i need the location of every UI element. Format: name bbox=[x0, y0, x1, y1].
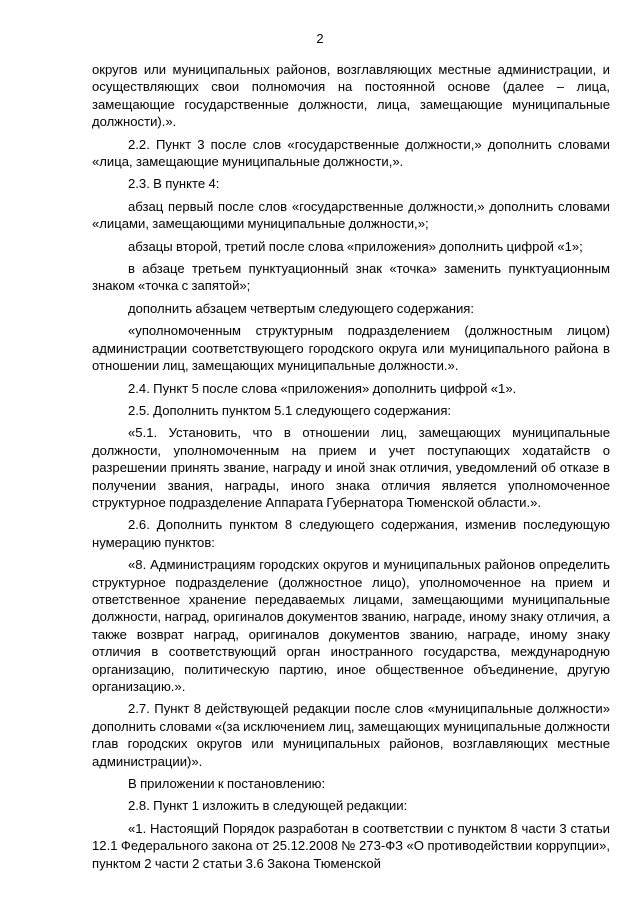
paragraph: 2.8. Пункт 1 изложить в следующей редакции: bbox=[128, 798, 408, 814]
paragraph: «8. Администрациям городских округов и муниципальных районов определить структурное подразделение (должностное лицо), уполномоченное на прием и ответственное хранение передаваемых лицами, замещающими муниципальные должности, наград, оригиналов документов званию, награде, иному знаку отличия, а также возврат наград, оригиналов документов званию, награде, иному знаку отличия в соответствующий орган иностранного государства, международную организацию, политическую партию, иное общественное объединение, другую организацию.». bbox=[92, 557, 610, 694]
page-number: 2 bbox=[316, 31, 324, 46]
paragraph: 2.4. Пункт 5 после слова «приложения» дополнить цифрой «1». bbox=[128, 380, 517, 396]
paragraph: В приложении к постановлению: bbox=[128, 776, 326, 792]
paragraph: 2.6. Дополнить пунктом 8 следующего содержания, изменив последующую нумерацию пунктов: bbox=[92, 517, 610, 550]
paragraph: «5.1. Установить, что в отношении лиц, замещающих муниципальные должности, уполномоченным на прием и учет поступающих ходатайств о разрешении принять звание, награду и иной знак отличия, уведомлений об отказе в получении звания, награды, иного знака отличия является уполномоченное структурное подразделение Аппарата Губернатора Тюменской области.». bbox=[92, 425, 610, 510]
paragraph: абзац первый после слов «государственные должности,» дополнить словами «лицами, замещающими муниципальные должности,»; bbox=[92, 198, 610, 232]
paragraph: абзацы второй, третий после слова «приложения» дополнить цифрой «1»; bbox=[128, 238, 583, 254]
paragraph: 2.5. Дополнить пунктом 5.1 следующего содержания: bbox=[128, 402, 452, 418]
paragraph: округов или муниципальных районов, возглавляющих местные администрации, и осуществляющих свои полномочия на постоянной основе (далее – лица, замещающие государственные должности, лица, замещающие муниципальные должности).». bbox=[92, 62, 610, 130]
paragraph: 2.2. Пункт 3 после слов «государственные должности,» дополнить словами «лица, замещающие муниципальные должности,». bbox=[92, 136, 610, 170]
document-body bbox=[92, 61, 610, 877]
paragraph: 2.3. В пункте 4: bbox=[128, 176, 220, 192]
paragraph: «уполномоченным структурным подразделением (должностным лицом) администрации соответствующего городского округа или муниципального района в отношении лиц, замещающих муниципальные должности.». bbox=[92, 323, 610, 374]
paragraph: 2.7. Пункт 8 действующей редакции после слов «муниципальные должности» дополнить словами «(за исключением лиц, замещающих муниципальные должности глав городских округов или муниципальных районов, возглавляющих местные администрации)». bbox=[92, 701, 610, 769]
paragraph: в абзаце третьем пунктуационный знак «точка» заменить пунктуационным знаком «точка с запятой»; bbox=[92, 261, 610, 294]
paragraph: дополнить абзацем четвертым следующего содержания: bbox=[128, 300, 475, 316]
paragraph: «1. Настоящий Порядок разработан в соответствии с пунктом 8 части 3 статьи 12.1 Федерального закона от 25.12.2008 № 273-ФЗ «О противодействии коррупции», пунктом 2 части 2 статьи 3.6 Закона Тюменской bbox=[92, 820, 610, 871]
